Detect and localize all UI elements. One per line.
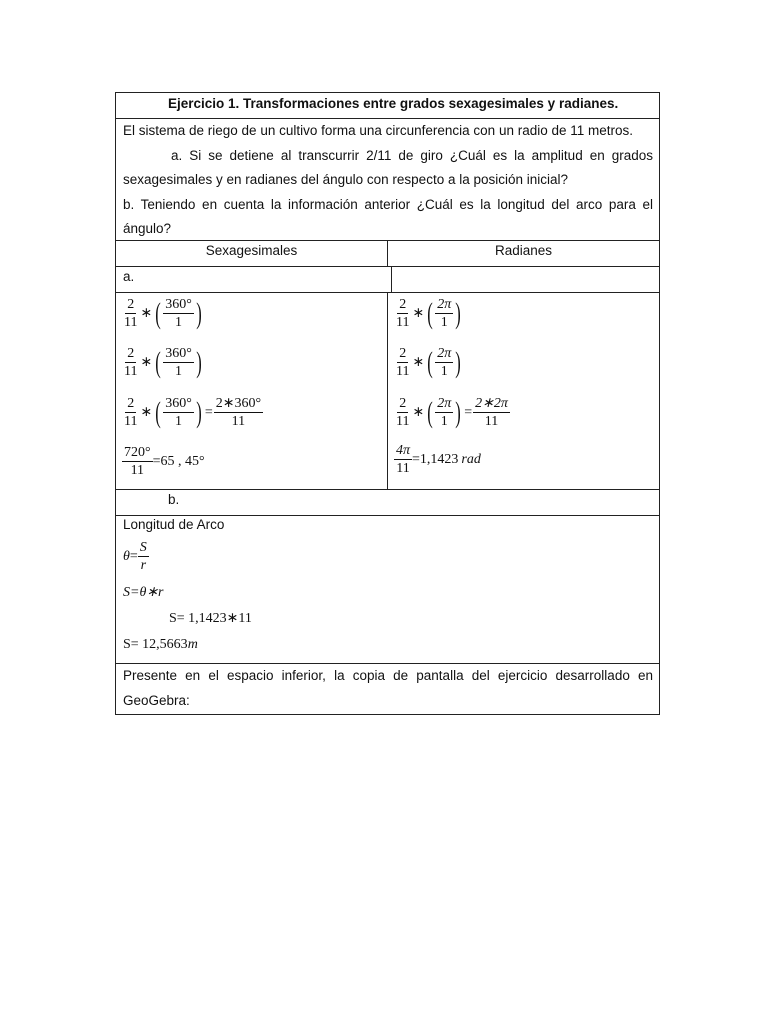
rad-step-3: $\frac{2}{11}$ ∗ ( $\frac{2\pi}{1}$ ) = $\frac{2∗2\pi}{11}$ [396, 395, 508, 429]
math-row [115, 293, 660, 490]
rad-step-1: $\frac{2}{11}$ ∗ ( $\frac{2\pi}{1}$ ) [396, 296, 461, 330]
sex-result: $\frac{720^\circ}{11}$ =65 , 45° [124, 445, 205, 478]
exercise-table [115, 92, 660, 715]
part-b-label: b. [115, 490, 660, 516]
part-a-row [115, 267, 660, 293]
radian-math [387, 293, 659, 489]
problem-part-a: a. Si se detiene al transcurrir 2/11 de giro ¿Cuál es la amplitud en grados sexagesimales y en radianes del ángulo con respecto a la posición inicial? [123, 147, 653, 187]
header-radianes: Radianes [387, 241, 659, 266]
rad-result: $\frac{4\pi}{11}$ =1,1423 rad [396, 443, 481, 476]
part-a-empty [391, 267, 660, 292]
geogebra-instruction: Presente en el espacio inferior, la copia de pantalla del ejercicio desarrollado en GeoGebra: [115, 664, 660, 715]
part-a-label: a. [123, 269, 135, 284]
arc-line-2: S=θ∗r [123, 585, 164, 600]
header-sexagesimales: Sexagesimales [205, 243, 298, 258]
problem-intro: El sistema de riego de un cultivo forma una circunferencia con un radio de 11 metros. [123, 123, 634, 138]
arc-line-3: S= 1,1423∗11 [169, 611, 252, 626]
column-headers [115, 241, 660, 267]
sex-step-1: $\frac{2}{11}$ ∗ ( $\frac{360^\circ}{1}$ ) [124, 296, 202, 330]
problem-statement [115, 119, 660, 241]
rad-step-2: $\frac{2}{11}$ ∗ ( $\frac{2\pi}{1}$ ) [396, 345, 461, 379]
arc-length-section [115, 516, 660, 664]
arc-formula: θ = $\frac{S}{r}$ [123, 540, 147, 573]
arc-line-4: S= 12,5663m [123, 637, 198, 652]
sexagesimal-math [116, 293, 387, 489]
sex-step-3: $\frac{2}{11}$ ∗ ( $\frac{360^\circ}{1}$ ) = $\frac{2∗360^\circ}{11}$ [124, 395, 262, 429]
exercise-title: Ejercicio 1. Transformaciones entre grados sexagesimales y radianes. [115, 92, 660, 119]
sex-step-2: $\frac{2}{11}$ ∗ ( $\frac{360^\circ}{1}$ ) [124, 345, 202, 379]
arc-heading: Longitud de Arco [123, 517, 225, 532]
problem-part-b: b. Teniendo en cuenta la información anterior ¿Cuál es la longitud del arco para el ángulo? [123, 196, 653, 236]
